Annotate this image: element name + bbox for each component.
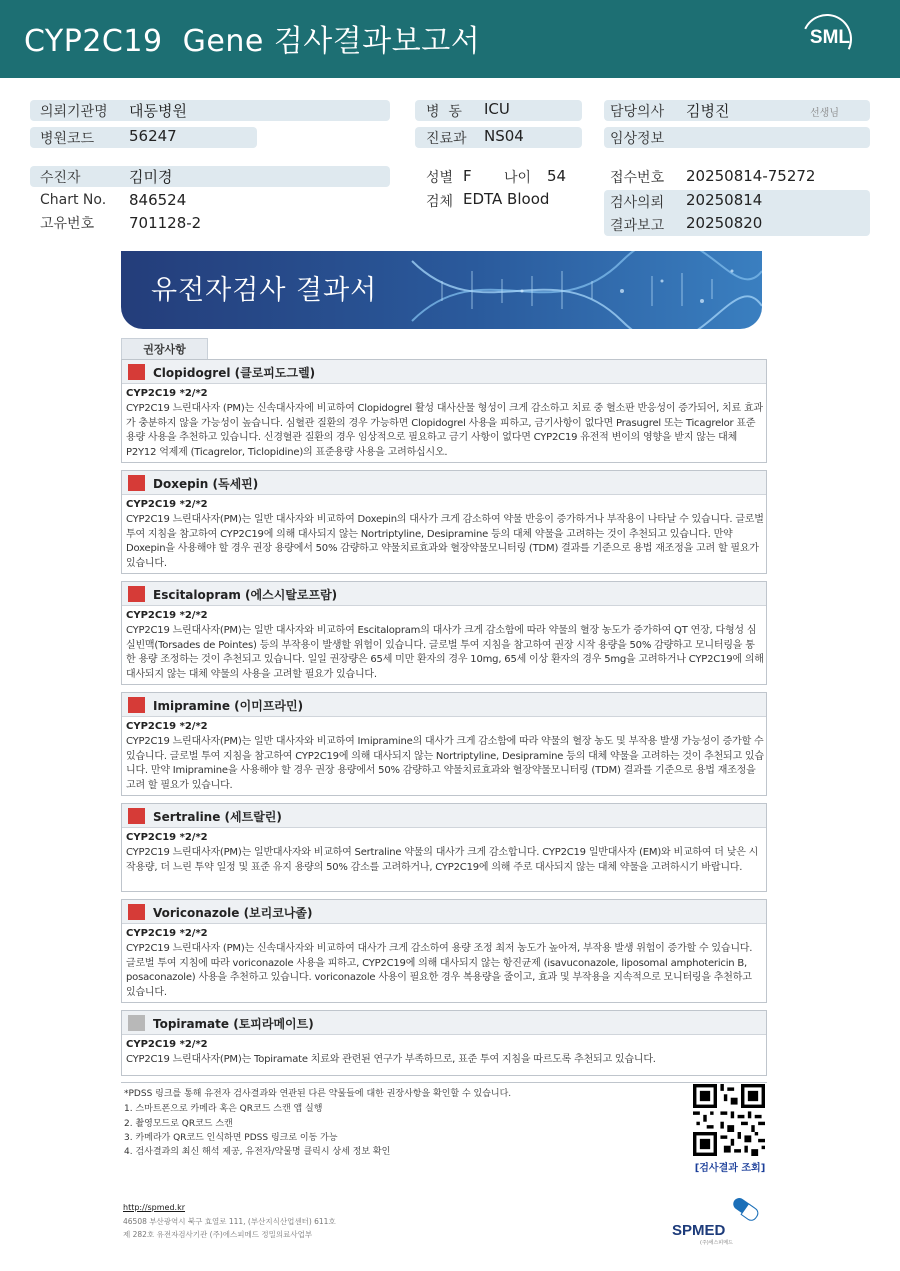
recommendation-card-header bbox=[122, 900, 766, 924]
status-square-icon bbox=[128, 586, 145, 602]
note-line: 3. 카메라가 QR코드 인식하면 PDSS 링크로 이동 가능 bbox=[124, 1133, 338, 1143]
recommendation-text: CYP2C19 느린대사자(PM)는 일반대사자와 비교하여 Sertraline 약물의 대사가 크게 감소합니다. CYP2C19 일반대사자 (EM)와 비교하여 더 낮은 시작용량, 더 느린 투약 일정 및 표준 유지 용량의 50% 감소를 고려하거나, CYP2C19에 의해 주로 대사되지 않는 대체 약물을 고려하시기 바랍니다. bbox=[126, 847, 759, 873]
department-label: 진료과 bbox=[426, 131, 467, 147]
patient-label: 수진자 bbox=[40, 170, 81, 186]
unique-no-label: 고유번호 bbox=[40, 216, 95, 232]
recommendation-text: CYP2C19 느린대사자(PM)는 일반 대사자와 비교하여 Imipramine의 대사가 크게 감소함에 따라 약물의 혈장 농도 및 부작용 발생 가능성이 증가할 수 있습니다. 글로벌 투여 지침을 참고하여 CYP2C19에 의해 대사되지 않는 Nortriptyline, Desipramine 등의 대체 약물을 고려하는 것이 추천되고 있습니다. 만약 Imipramine을 사용해야 할 경우 권장 용량에서 50% 감량하고 약물치료효과와 혈장약물모니터링 (TDM) 결과를 기준으로 용법 재조정을 고려 할 필요가 있습니다. bbox=[126, 736, 764, 791]
dna-helix-icon bbox=[402, 251, 762, 329]
institution-value: 대동병원 bbox=[129, 102, 187, 120]
status-square-icon bbox=[128, 1015, 145, 1031]
genotype: CYP2C19 *2/*2 bbox=[126, 388, 208, 399]
unique-no-value: 701128-2 bbox=[129, 214, 202, 232]
status-square-icon bbox=[128, 364, 145, 380]
note-line: *PDSS 링크를 통해 유전자 검사결과와 연관된 다른 약물들에 대한 권장사항을 확인할 수 있습니다. bbox=[124, 1089, 512, 1099]
pdss-notes bbox=[121, 1082, 767, 1158]
recommendation-card-header bbox=[122, 804, 766, 828]
genotype: CYP2C19 *2/*2 bbox=[126, 610, 208, 621]
doctor-label: 담당의사 bbox=[610, 104, 665, 120]
note-line: 1. 스마트폰으로 카메라 혹은 QR코드 스캔 앱 실행 bbox=[124, 1104, 323, 1114]
capsule-icon bbox=[731, 1196, 759, 1221]
institution-label: 의뢰기관명 bbox=[40, 104, 108, 120]
genotype: CYP2C19 *2/*2 bbox=[126, 499, 208, 510]
age-label: 나이 bbox=[504, 170, 532, 186]
result-report-value: 20250820 bbox=[686, 214, 763, 232]
chart-no-label: Chart No. bbox=[40, 192, 107, 208]
doctor-suffix: 선생님 bbox=[810, 108, 839, 119]
qr-code-icon[interactable] bbox=[693, 1084, 765, 1156]
specimen-value: EDTA Blood bbox=[463, 190, 550, 208]
qr-result-link[interactable]: [검사결과 조회] bbox=[694, 1163, 766, 1174]
recommendation-card-header bbox=[122, 693, 766, 717]
specimen-label: 검체 bbox=[426, 194, 454, 210]
sex-label: 성별 bbox=[426, 170, 454, 186]
recommendation-card-clopidogrel bbox=[121, 359, 767, 463]
ward-value: ICU bbox=[484, 100, 510, 118]
recommendation-card-header bbox=[122, 360, 766, 384]
result-report-label: 결과보고 bbox=[610, 218, 665, 234]
drug-name: Imipramine (이미프라민) bbox=[153, 699, 304, 713]
banner-title: 유전자검사 결과서 bbox=[151, 275, 378, 306]
report-header bbox=[0, 0, 900, 78]
genotype: CYP2C19 *2/*2 bbox=[126, 721, 208, 732]
spmed-logo: SPMED bbox=[672, 1222, 726, 1239]
status-square-icon bbox=[128, 697, 145, 713]
test-request-label: 검사의뢰 bbox=[610, 195, 665, 211]
recommendation-text: CYP2C19 느린대사자(PM)는 일반 대사자와 비교하여 Doxepin의 대사가 크게 감소하여 약물 반응이 증가하거나 부작용이 나타날 수 있습니다. 글로벌 투여 지침을 참고하여 CYP2C19에 의해 대사되지 않는 Nortriptyline, Desipramine 등의 대체 약물을 고려하는 것이 추천되고 있습니다. 만약 Doxepin을 사용해야 할 경우 권장 용량에서 50% 감량하고 약물치료효과와 혈장약물모니터링 (TDM) 결과를 기준으로 용법 재조정을 고려 할 필요가 있습니다. bbox=[126, 514, 764, 569]
genotype: CYP2C19 *2/*2 bbox=[126, 1039, 208, 1050]
report-title: CYP2C19 Gene 검사결과보고서 bbox=[24, 24, 481, 59]
genotype: CYP2C19 *2/*2 bbox=[126, 928, 208, 939]
status-square-icon bbox=[128, 475, 145, 491]
recommendation-card-header bbox=[122, 471, 766, 495]
receipt-no-label: 접수번호 bbox=[610, 170, 665, 186]
doctor-value: 김병진 bbox=[686, 102, 730, 120]
recommendation-text: CYP2C19 느린대사자(PM)는 Topiramate 치료와 관련된 연구가 부족하므로, 표준 투여 지침을 따르도록 추천되고 있습니다. bbox=[126, 1054, 656, 1065]
genetic-test-banner bbox=[121, 251, 762, 329]
age-value: 54 bbox=[547, 167, 567, 185]
recommendation-card-imipramine bbox=[121, 692, 767, 796]
recommendation-card-escitalopram bbox=[121, 581, 767, 685]
chart-no-value: 846524 bbox=[129, 191, 187, 209]
hospital-code-value: 56247 bbox=[129, 127, 177, 145]
genotype: CYP2C19 *2/*2 bbox=[126, 832, 208, 843]
hospital-code-label: 병원코드 bbox=[40, 131, 95, 147]
note-line: 2. 촬영모드로 QR코드 스캔 bbox=[124, 1119, 233, 1129]
receipt-no-value: 20250814-75272 bbox=[686, 167, 816, 185]
recommendation-text: CYP2C19 느린대사자 (PM)는 신속대사자와 비교하여 대사가 크게 감소하여 용량 조정 최저 농도가 높아져, 부작용 발생 위험이 증가할 수 있습니다. 글로벌 투여 지침에 따라 voriconazole 사용을 피하고, CYP2C19에 의해 대사되지 않는 항진균제 (isavuconazole, liposomal amphotericin B, posaconazole) 사용을 추천하고 있습니다. voriconazole 사용이 필요한 경우 복용량을 줄이고, 효과 및 부작용을 지속적으로 모니터링을 추천하고 있습니다. bbox=[126, 943, 753, 998]
recommendation-text: CYP2C19 느린대사자 (PM)는 신속대사자에 비교하여 Clopidogrel 활성 대사산물 형성이 크게 감소하고 치료 중 혈소판 반응성이 증가되어, 치료 효과가 충분하지 않을 가능성이 높습니다. 심혈관 질환의 경우 가능하면 Clopidogrel 사용을 피하고, 금기사항이 없다면 Prasugrel 또는 Ticagrelor 표준 용량 사용을 추천하고 있습니다. 신경혈관 질환의 경우 임상적으로 필요하고 금기 사항이 없다면 CYP2C19 유전적 변이의 영향을 받지 않는 대체 P2Y12 억제제 (Ticagrelor, Ticlopidine)의 표준용량 사용을 고려하십시오. bbox=[126, 403, 763, 458]
recommendation-card-header bbox=[122, 1011, 766, 1035]
drug-name: Voriconazole (보리코나졸) bbox=[153, 906, 313, 920]
spmed-logo-sub: (주)에스피메드 bbox=[700, 1240, 733, 1246]
footer-address: 46508 부산광역시 북구 효열로 111, (부산지식산업센터) 611호 bbox=[123, 1217, 336, 1226]
recommendations-tab: 권장사항 bbox=[121, 338, 208, 360]
status-square-icon bbox=[128, 904, 145, 920]
drug-name: Doxepin (독세핀) bbox=[153, 477, 259, 491]
patient-box bbox=[30, 166, 390, 187]
recommendation-card-voriconazole bbox=[121, 899, 767, 1003]
recommendation-text: CYP2C19 느린대사자(PM)는 일반 대사자와 비교하여 Escitalopram의 대사가 크게 감소함에 따라 약물의 혈장 농도가 증가하여 QT 연장, 다형성 심실빈맥(Torsades de Pointes) 등의 부작용이 발생할 위험이 있습니다. 글로벌 투여 지침을 참고하여 권장 시작 용량을 50% 감량하고 모니터링을 통한 용량 조정하는 것이 추천되고 있습니다. 일일 권장량은 65세 미만 환자의 경우 10mg, 65세 이상 환자의 경우 5mg을 고려하거나 CYP2C19에 의해 대사되지 않는 대체 약물의 사용을 고려할 필요가 있습니다. bbox=[126, 625, 764, 680]
recommendation-card-sertraline bbox=[121, 803, 767, 892]
footer-license: 제 282호 유전자검사기관 (주)에스피메드 정밀의료사업부 bbox=[123, 1230, 313, 1239]
recommendation-card-topiramate bbox=[121, 1010, 767, 1076]
clinical-info-label: 임상정보 bbox=[610, 131, 665, 147]
sex-value: F bbox=[463, 167, 472, 185]
drug-name: Escitalopram (에스시탈로프람) bbox=[153, 588, 338, 602]
footer-url-link[interactable]: http://spmed.kr bbox=[123, 1203, 186, 1212]
status-square-icon bbox=[128, 808, 145, 824]
recommendation-card-doxepin bbox=[121, 470, 767, 574]
note-line: 4. 검사결과의 최신 해석 제공, 유전자/약물명 클릭시 상세 정보 확인 bbox=[124, 1147, 391, 1157]
drug-name: Sertraline (세트랄린) bbox=[153, 810, 282, 824]
ward-label: 병 동 bbox=[426, 104, 462, 120]
department-value: NS04 bbox=[484, 127, 524, 145]
drug-name: Clopidogrel (클로피도그렐) bbox=[153, 366, 316, 380]
drug-name: Topiramate (토피라메이트) bbox=[153, 1017, 314, 1031]
sml-logo-text: SML bbox=[809, 27, 850, 48]
patient-value: 김미경 bbox=[129, 168, 173, 186]
test-request-value: 20250814 bbox=[686, 191, 763, 209]
recommendation-card-header bbox=[122, 582, 766, 606]
